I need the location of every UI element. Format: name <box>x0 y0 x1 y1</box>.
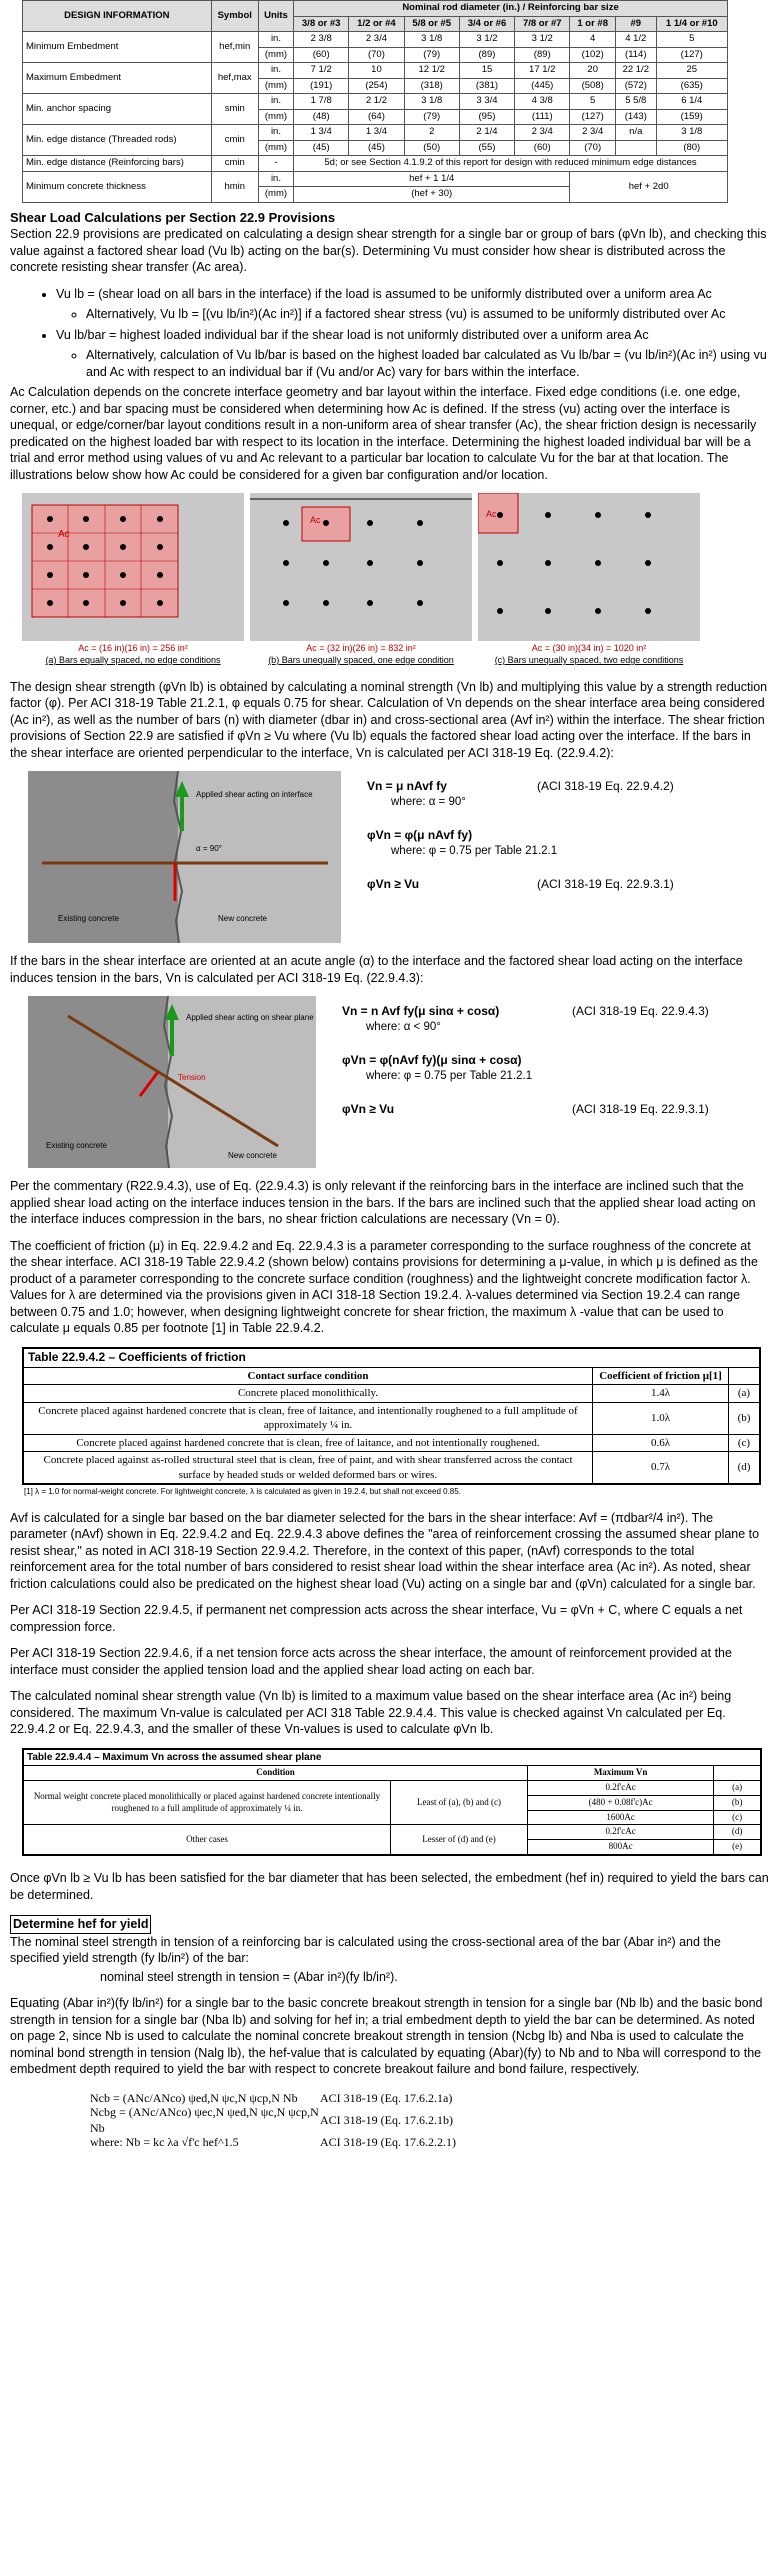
cell-in: n/a <box>616 125 657 141</box>
cell-in: 2 3/4 <box>570 125 616 141</box>
cell-mm: (143) <box>616 109 657 125</box>
figure-ac-values <box>22 643 771 655</box>
row-units-mm: (mm) <box>258 78 293 94</box>
cell-mm: (635) <box>656 78 727 94</box>
coef-h2: Coefficient of friction μ[1] <box>593 1367 729 1385</box>
perpendicular-equation-block <box>28 771 771 943</box>
design-row <box>23 125 728 141</box>
eq1-where2: where: φ = 0.75 per Table 21.2.1 <box>391 845 558 858</box>
size-col-1: 1/2 or #4 <box>349 16 404 32</box>
cell-mm: (318) <box>404 78 459 94</box>
figure-a <box>22 493 244 641</box>
svg-text:α = 90°: α = 90° <box>196 844 222 854</box>
cell-in: 25 <box>656 63 727 79</box>
size-col-4: 7/8 or #7 <box>515 16 570 32</box>
cell-mm: (70) <box>570 140 616 156</box>
acute-diagram <box>28 996 316 1168</box>
design-information-table <box>22 0 728 203</box>
cell-in: 5 <box>656 32 727 48</box>
shear-intro: Section 22.9 provisions are predicated on calculating a design shear strength for a single bar or group of bars (φVn lb), and checking this value against a factored shear load (Vu lb) acting on the bar(s). Determining Vu must consider how shear is distributed across the concrete resisting shear transfer (Ac area). <box>10 227 767 275</box>
figure-captions <box>22 655 771 667</box>
vn-e: 800Ac <box>528 1840 714 1855</box>
coefficient-friction-table <box>22 1347 761 1485</box>
cell-mm: (79) <box>404 109 459 125</box>
eq2-phivn: φVn = φ(nAvf fy)(μ sinα + cosα) <box>342 1053 522 1068</box>
vn-lesser: Lesser of (d) and (e) <box>391 1825 528 1855</box>
row-units-in: in. <box>258 63 293 79</box>
cell-mm: (381) <box>459 78 514 94</box>
vn-key-a: (a) <box>714 1780 761 1795</box>
eq2-vn-ref: (ACI 318-19 Eq. 22.9.4.3) <box>572 1004 709 1019</box>
acute-equations <box>342 996 709 1168</box>
vn-b: (480 + 0.08f'c)Ac <box>528 1795 714 1810</box>
cell-mm: (55) <box>459 140 514 156</box>
cell-in: 10 <box>349 63 404 79</box>
row-units: - <box>258 156 293 172</box>
friction-paragraph: The coefficient of friction (μ) in Eq. 22.9.4.2 and Eq. 22.9.4.3 is a parameter corresponding to the surface roughness of the concrete at the shear interface. ACI 318-19 Table 22.9.4.2 (shown below) contains provisions for determining a μ-value, in which μ is defined as the product of a parameter corresponding to the concrete surface condition (roughness) and the lightweight concrete modification factor λ. Values for λ are determined via the provisions given in ACI 318-18 Section 19.2.4. λ-values determined via Section 19.2.4 can range between 0.75 and 1.0; however, when designing lightweight concrete for shear friction, the maximum λ -value that can be used to calculate μ equals 0.85 per footnote [1] in Table 22.9.4.2. <box>10 1238 758 1336</box>
svg-text:Ac: Ac <box>58 529 70 541</box>
coef-cell-v: 0.7λ <box>593 1452 729 1485</box>
coef-cell-v: 1.0λ <box>593 1402 729 1434</box>
bullet-2: • Vu lb/bar = highest loaded individual bar if the shear load is not uniformly distributed over a uniform area Ac ◦ Alternatively, calculation of Vu lb/bar is based on the highest loaded bar calculated as Vu lb/bar = (vu lb/in²)(Ac in²) using vu and Ac with respect to an individual bar if (Vu and/or Ac) vary for bars within the interface. <box>56 327 771 381</box>
ncb-ref-2: ACI 318-19 (Eq. 17.6.2.1b) <box>320 2112 453 2127</box>
size-col-5: 1 or #8 <box>570 16 616 32</box>
ac-figures <box>22 493 771 641</box>
fig-b-caption: (b) Bars unequally spaced, one edge condition <box>268 654 454 665</box>
design-info-header: DESIGN INFORMATION <box>23 1 212 32</box>
cell-mm: (111) <box>515 109 570 125</box>
fig-a-ac: Ac = (16 in)(16 in) = 256 in² <box>78 643 188 654</box>
ncb-eq-3: where: Nb = kc λa √f'c hef^1.5 <box>90 2134 239 2149</box>
commentary-paragraph: Per the commentary (R22.9.4.3), use of Eq. (22.9.4.3) is only relevant if the reinforcing bars in the interface are inclined such that the applied shear load acting on the interface induces tension in the bars. If the bars are inclined such that the applied shear load acting on the interface induces compression in the bars, no shear friction calculations are necessary (Vn = 0). <box>10 1179 756 1227</box>
units-header: Units <box>258 1 293 32</box>
vn-d: 0.2f'cAc <box>528 1825 714 1840</box>
cell-mm: (60) <box>294 47 349 63</box>
cell-in: 3 1/8 <box>404 94 459 110</box>
cell-mm: (48) <box>294 109 349 125</box>
coef-cell-v: 0.6λ <box>593 1434 729 1452</box>
yield-p2: Equating (Abar in²)(fy lb/in²) for a single bar to the basic concrete breakout strength in tension for a single bar (Nb lb) and the basic bond strength in tension for a single bar (Nba lb) and solving for hef in; a trial embedment depth to yield the bar can be determined. As noted on page 2, since Nb is used to calculate the nominal concrete breakout strength in tension (Ncbg lb) and Nba is used to calculate the nominal bond strength in tension (Nalg lb), the hef-value that is calculated by equating (Abar)(fy) to Nb and to Nba will correspond to the embedment depth required to yield the bar with respect to concrete breakout failure and bond failure, respectively. <box>10 1996 763 2077</box>
row-full-value: 5d; or see Section 4.1.9.2 of this report for design with reduced minimum edge distances <box>294 156 728 172</box>
cell-mm <box>616 140 657 156</box>
max-vn-paragraph: The calculated nominal shear strength value (Vn lb) is limited to a maximum value based on the shear interface area (Ac in²) being considered. The maximum Vn-value is calculated per ACI 318 Table 22.9.4.4. This value is checked against Vn calculated per Eq. 22.9.4.2 or Eq. 22.9.4.3, and the smaller of these Vn-values is used to calculate φVn lb. <box>10 1689 732 1737</box>
cell-in: 4 <box>570 32 616 48</box>
eq2-where2: where: φ = 0.75 per Table 21.2.1 <box>366 1070 533 1083</box>
cell-in: 3 1/2 <box>515 32 570 48</box>
cell-in: 3 3/4 <box>459 94 514 110</box>
size-col-3: 3/4 or #6 <box>459 16 514 32</box>
bullet-2a: ◦ Alternatively, calculation of Vu lb/bar is based on the highest loaded bar calculated as Vu lb/bar = (vu lb/in²)(Ac in²) using vu and Ac with respect to an individual bar if (Vu and/or Ac) vary for bars within the interface. <box>86 347 771 380</box>
cell-mm: (114) <box>616 47 657 63</box>
design-row <box>23 63 728 79</box>
fig-b-ac: Ac = (32 in)(26 in) = 832 in² <box>306 643 416 654</box>
row-symbol: cmin <box>211 125 258 156</box>
cell-in: 6 1/4 <box>656 94 727 110</box>
svg-text:Existing concrete: Existing concrete <box>46 1141 107 1151</box>
cell-in: 1 3/4 <box>294 125 349 141</box>
fig-c-ac: Ac = (30 in)(34 in) = 1020 in² <box>531 643 647 654</box>
coef-table-title: Table 22.9.4.2 – Coefficients of friction <box>23 1348 760 1367</box>
symbol-header: Symbol <box>211 1 258 32</box>
row-value-a: hef + 1 1/4 <box>294 171 570 187</box>
row-value-a2: (hef + 30) <box>294 187 570 203</box>
cell-in: 4 1/2 <box>616 32 657 48</box>
yield-p1b: nominal steel strength in tension = (Abar in²)(fy lb/in²). <box>100 1969 398 1984</box>
cell-mm: (60) <box>515 140 570 156</box>
design-row <box>23 94 728 110</box>
cell-in: 3 1/8 <box>656 125 727 141</box>
vn-key-b: (b) <box>714 1795 761 1810</box>
vn-h2: Maximum Vn <box>528 1765 714 1780</box>
cell-in: 5 <box>570 94 616 110</box>
bullet-1: • Vu lb = (shear load on all bars in the interface) if the load is assumed to be uniformly distributed over a uniform area Ac ◦ Alternatively, Vu lb = [(vu lb/in²)(Ac in²)] if a factored shear stress (vu) is assumed to be uniformly distributed over Ac <box>56 286 771 323</box>
eq2-check-ref: (ACI 318-19 Eq. 22.9.3.1) <box>572 1102 709 1117</box>
cell-in: 4 3/8 <box>515 94 570 110</box>
eq1-where1: where: α = 90° <box>391 796 466 809</box>
size-col-7: 1 1/4 or #10 <box>656 16 727 32</box>
vn-c: 1600Ac <box>528 1810 714 1825</box>
size-col-2: 5/8 or #5 <box>404 16 459 32</box>
coef-row <box>23 1402 760 1434</box>
cell-mm: (89) <box>459 47 514 63</box>
shear-heading: Shear Load Calculations per Section 22.9 Provisions <box>10 209 336 225</box>
row-label: Minimum Embedment <box>23 32 212 63</box>
cell-mm: (508) <box>570 78 616 94</box>
cell-in: 2 <box>404 125 459 141</box>
row-units-mm: (mm) <box>258 109 293 125</box>
cell-mm: (70) <box>349 47 404 63</box>
ac-paragraph: Ac Calculation depends on the concrete interface geometry and bar layout within the interface. Fixed edge conditions (i.e. one edge, corner, etc.) and bar spacing must be considered when determining how Ac is defined. If the stress (vu) acting over the interface is unequal, or edge/corner/bar layout conditions result in a non-uniform area of shear transfer (Ac), the shear friction design is necessarily predicated on the highest loaded bar with respect to its location in the interface. Determining the highest loaded individual bar will be a trial and error method using values of vu and Ac relevant to a particular bar location to calculate Vu for the bar at that location. The illustrations below show how Ac could be considered for a given bar configuration and/or location. <box>10 385 757 482</box>
coef-row <box>23 1452 760 1485</box>
vn-c1: Normal weight concrete placed monolithically or placed against hardened concrete intentionally roughened to a full amplitude of approximately ¼ in. <box>23 1780 391 1825</box>
yield-heading: Determine hef for yield <box>10 1915 151 1934</box>
svg-text:Applied shear acting on interf: Applied shear acting on interface <box>196 790 313 800</box>
cell-in: 7 1/2 <box>294 63 349 79</box>
eq1-vn: Vn = μ nAvf fy <box>367 779 447 794</box>
coef-cell-c: Concrete placed against hardened concrete that is clean, free of laitance, and not intentionally roughened. <box>23 1434 593 1452</box>
fig-a-caption: (a) Bars equally spaced, no edge conditions <box>45 654 221 665</box>
row-units-in: in. <box>258 32 293 48</box>
row-symbol: hef,min <box>211 32 258 63</box>
perpendicular-diagram <box>28 771 341 943</box>
cell-in: 20 <box>570 63 616 79</box>
cell-in: 2 3/4 <box>515 125 570 141</box>
coef-cell-k: (d) <box>729 1452 761 1485</box>
cell-mm: (50) <box>404 140 459 156</box>
acute-equation-block <box>28 996 771 1168</box>
coef-cell-k: (b) <box>729 1402 761 1434</box>
cell-in: 12 1/2 <box>404 63 459 79</box>
coef-cell-c: Concrete placed against as-rolled structural steel that is clean, free of paint, and with shear transferred across the contact surface by headed studs or welded deformed bars or wires. <box>23 1452 593 1485</box>
vn-key-d: (d) <box>714 1825 761 1840</box>
coef-cell-c: Concrete placed monolithically. <box>23 1385 593 1403</box>
row-value-b: hef + 2d0 <box>570 171 728 202</box>
row-units-mm: (mm) <box>258 140 293 156</box>
coef-row <box>23 1434 760 1452</box>
cell-mm: (191) <box>294 78 349 94</box>
vn-least: Least of (a), (b) and (c) <box>391 1780 528 1825</box>
coef-cell-v: 1.4λ <box>593 1385 729 1403</box>
coef-cell-c: Concrete placed against hardened concrete that is clean, free of laitance, and intentionally roughened to a full amplitude of approximately ¼ in. <box>23 1402 593 1434</box>
cell-in: 2 3/4 <box>349 32 404 48</box>
row-units-mm: (mm) <box>258 47 293 63</box>
eq1-check-ref: (ACI 318-19 Eq. 22.9.3.1) <box>537 877 674 892</box>
bullet-1a: ◦ Alternatively, Vu lb = [(vu lb/in²)(Ac in²)] if a factored shear stress (vu) is assumed to be uniformly distributed over Ac <box>86 306 771 323</box>
row-units-in: in. <box>258 125 293 141</box>
nominal-header: Nominal rod diameter (in.) / Reinforcing bar size <box>294 1 728 17</box>
vn-table-title: Table 22.9.4.4 – Maximum Vn across the assumed shear plane <box>23 1749 761 1766</box>
eq2-where1: where: α < 90° <box>366 1021 441 1034</box>
cell-in: 3 1/8 <box>404 32 459 48</box>
coef-row <box>23 1385 760 1403</box>
design-row <box>23 156 728 172</box>
eq1-vn-ref: (ACI 318-19 Eq. 22.9.4.2) <box>537 779 674 794</box>
cell-mm: (79) <box>404 47 459 63</box>
cell-mm: (89) <box>515 47 570 63</box>
eq1-phivn: φVn = φ(μ nAvf fy) <box>367 828 473 843</box>
svg-text:Ac: Ac <box>310 515 321 526</box>
cell-mm: (445) <box>515 78 570 94</box>
row-units-in: in. <box>258 171 293 187</box>
ncb-ref-3: ACI 318-19 (Eq. 17.6.2.2.1) <box>320 2134 456 2149</box>
vn-h1: Condition <box>23 1765 528 1780</box>
eq2-vn: Vn = n Avf fy(μ sinα + cosα) <box>342 1004 500 1019</box>
avf-paragraph: Avf is calculated for a single bar based on the bar diameter selected for the bars in the shear interface: Avf = (πdbar²/4 in²). The parameter (nAvf) shown in Eq. 22.9.4.2 and Eq. 22.9.4.3 above defines the "area of reinforcement crossing the assumed shear plane to resist shear," as noted in ACI 318-19 Section 22.9.4.2. Therefore, in the context of this paper, (nAvf) corresponds to the total reinforcement area for the total number of bars considered to resist shear load within the shear interface area (Ac in²). As noted, shear friction calculations could also be predicated on the highest shear load (Vu) acting on a single bar and (φVn) calculated for a single bar. <box>10 1510 760 1591</box>
vn-a: 0.2f'cAc <box>528 1780 714 1795</box>
figure-b <box>250 493 472 641</box>
eq1-check: φVn ≥ Vu <box>367 877 420 892</box>
design-row <box>23 171 728 187</box>
cell-in: 17 1/2 <box>515 63 570 79</box>
cell-mm: (127) <box>570 109 616 125</box>
row-units-mm: (mm) <box>258 187 293 203</box>
fig-c-caption: (c) Bars unequally spaced, two edge conditions <box>494 654 684 665</box>
cell-mm: (127) <box>656 47 727 63</box>
vn-other: Other cases <box>23 1825 391 1855</box>
cell-mm: (95) <box>459 109 514 125</box>
coef-cell-k: (a) <box>729 1385 761 1403</box>
cell-in: 2 1/4 <box>459 125 514 141</box>
svg-text:Tension: Tension <box>178 1073 206 1083</box>
cell-in: 22 1/2 <box>616 63 657 79</box>
cell-mm: (159) <box>656 109 727 125</box>
cell-in: 1 7/8 <box>294 94 349 110</box>
cell-mm: (102) <box>570 47 616 63</box>
coef-footnote: [1] λ = 1.0 for normal-weight concrete. For lightweight concrete, λ is calculated as given in 19.2.4, but shall not exceed 0.85. <box>24 1487 461 1497</box>
row-units-in: in. <box>258 94 293 110</box>
cell-mm: (45) <box>294 140 349 156</box>
cell-in: 2 1/2 <box>349 94 404 110</box>
cell-mm: (572) <box>616 78 657 94</box>
eq2-check: φVn ≥ Vu <box>342 1102 395 1117</box>
row-symbol: smin <box>211 94 258 125</box>
row-symbol: hef,max <box>211 63 258 94</box>
vn-key-c: (c) <box>714 1810 761 1825</box>
cell-in: 1 3/4 <box>349 125 404 141</box>
figure-c <box>478 493 700 641</box>
svg-text:New concrete: New concrete <box>218 914 267 924</box>
coef-h1: Contact surface condition <box>23 1367 593 1385</box>
row-symbol: hmin <box>211 171 258 202</box>
cell-mm: (254) <box>349 78 404 94</box>
ncb-equations <box>90 2088 771 2154</box>
cell-mm: (45) <box>349 140 404 156</box>
ncb-eq-1: Ncb = (ANc/ANco) ψed,N ψc,N ψcp,N Nb <box>90 2090 298 2105</box>
svg-text:Applied shear acting on shear: Applied shear acting on shear plane <box>186 1013 314 1023</box>
max-vn-table <box>22 1748 762 1856</box>
yield-p1: The nominal steel strength in tension of a reinforcing bar is calculated using the cross-sectional area of the bar (Abar in²) and the specified yield strength (fy lb/in²) of the bar: <box>10 1934 721 1966</box>
svg-text:Ac: Ac <box>486 509 497 520</box>
p-22945: Per ACI 318-19 Section 22.9.4.5, if permanent net compression acts across the shear interface, Vu = φVn + C, where C equals a net compression force. <box>10 1603 743 1634</box>
size-col-0: 3/8 or #3 <box>294 16 349 32</box>
row-label: Min. anchor spacing <box>23 94 212 125</box>
cell-mm: (80) <box>656 140 727 156</box>
row-label: Min. edge distance (Reinforcing bars) <box>23 156 212 172</box>
shear-bullets <box>10 286 771 381</box>
row-label: Maximum Embedment <box>23 63 212 94</box>
p-22946: Per ACI 318-19 Section 22.9.4.6, if a net tension force acts across the shear interface, the amount of reinforcement provided at the interface must consider the applied tension load and the applied shear load acting on each bar. <box>10 1646 732 1677</box>
once-paragraph: Once φVn lb ≥ Vu lb has been satisfied for the bar diameter that has been selected, the embedment (hef in) required to yield the bars can be determined. <box>10 1871 769 1902</box>
row-symbol: cmin <box>211 156 258 172</box>
svg-text:New concrete: New concrete <box>228 1151 277 1161</box>
cell-in: 15 <box>459 63 514 79</box>
vn-key-e: (e) <box>714 1840 761 1855</box>
coef-cell-k: (c) <box>729 1434 761 1452</box>
perpendicular-equations <box>367 771 674 943</box>
cell-in: 2 3/8 <box>294 32 349 48</box>
cell-mm: (64) <box>349 109 404 125</box>
design-row <box>23 32 728 48</box>
svg-text:Existing concrete: Existing concrete <box>58 914 119 924</box>
cell-in: 3 1/2 <box>459 32 514 48</box>
design-strength-paragraph: The design shear strength (φVn lb) is obtained by calculating a nominal strength (Vn lb) and multiplying this value by a strength reduction factor (φ). Per ACI 318-19 Table 21.2.1, φ equals 0.75 for shear. Calculation of Vn depends on the shear interface area being considered (Ac in²), as well as the number of bars (n) with diameter (dbar in) and cross-sectional area (Avf in²) within the interface. The shear friction provisions of Section 22.9 are satisfied if φVn ≥ Vu where (Vu lb) equals the factored shear load acting over the interface. If the bars in the shear interface are oriented perpendicular to the interface, Vn is calculated per ACI 318-19 Eq. (22.9.4.2): <box>10 679 768 760</box>
size-col-6: #9 <box>616 16 657 32</box>
ncb-ref-1: ACI 318-19 (Eq. 17.6.2.1a) <box>320 2090 453 2105</box>
acute-paragraph: If the bars in the shear interface are oriented at an acute angle (α) to the interface and the factored shear load acting on the interface induces tension in the bars, Vn is calculated per ACI 318-19 Eq. (22.9.4.3): <box>10 954 743 985</box>
ncb-eq-2: Ncbg = (ANc/ANco) ψec,N ψed,N ψc,N ψcp,N Nb <box>90 2104 319 2135</box>
row-label: Minimum concrete thickness <box>23 171 212 202</box>
row-label: Min. edge distance (Threaded rods) <box>23 125 212 156</box>
cell-in: 5 5/8 <box>616 94 657 110</box>
